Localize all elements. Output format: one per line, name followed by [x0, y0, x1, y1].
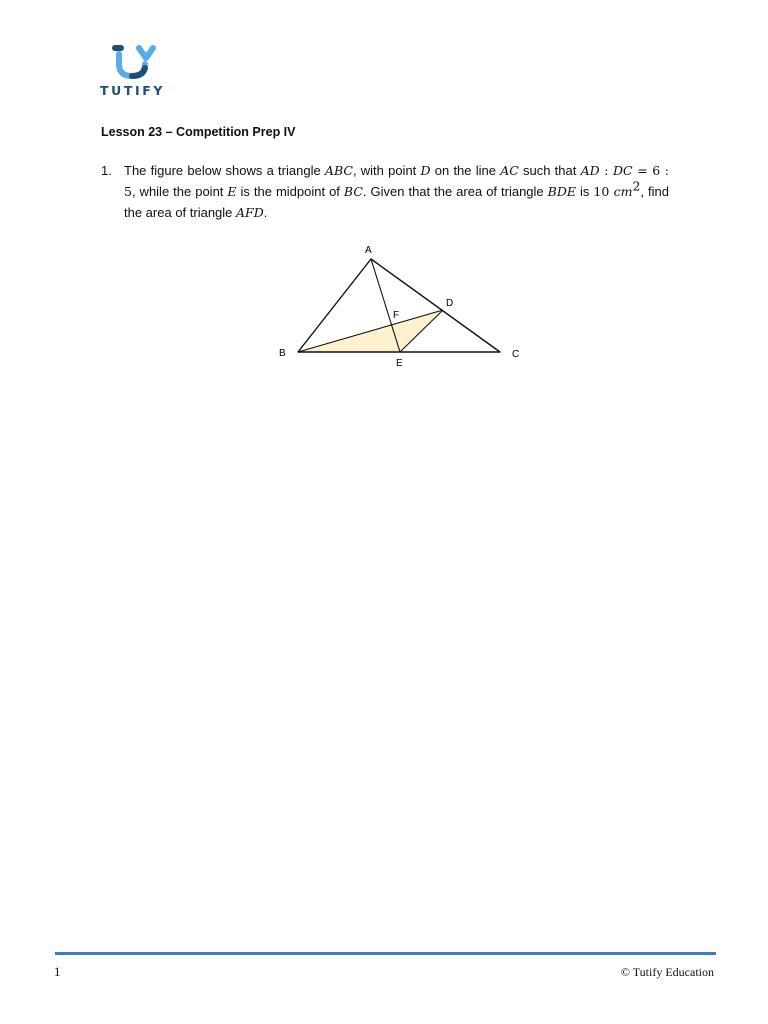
brand-name: TUTIFY: [100, 83, 166, 98]
math-segment-bc: BC: [343, 184, 363, 199]
page-number: 1: [54, 964, 61, 979]
question-number: 1.: [101, 163, 112, 178]
math-area-unit: cm: [613, 184, 633, 199]
question-1: [101, 160, 669, 223]
question-text-segment: .: [263, 205, 268, 220]
question-text-segment: , with point: [352, 163, 421, 178]
tutify-logo: [100, 42, 172, 98]
footer-divider: [55, 952, 716, 955]
label-f: F: [393, 310, 400, 321]
question-text-segment: is: [576, 184, 594, 199]
question-text-segment: such that: [518, 163, 581, 178]
math-area-value: 10: [593, 184, 614, 199]
question-text-segment: , while the point: [131, 184, 228, 199]
math-ratio-value: = 6 : 5: [124, 163, 669, 199]
triangle-diagram: [270, 238, 530, 373]
math-ratio-dc: DC: [613, 163, 633, 178]
math-triangle-afd: AFD: [236, 205, 264, 220]
question-text-segment: , find the area of triangle: [124, 184, 670, 220]
math-triangle-abc: ABC: [324, 163, 353, 178]
label-e: E: [396, 358, 403, 369]
question-text-segment: on the line: [430, 163, 501, 178]
math-ratio-ad: AD: [580, 163, 600, 178]
copyright-notice: © Tutify Education: [620, 965, 714, 979]
math-triangle-bde: BDE: [547, 184, 576, 199]
math-point-d: D: [420, 163, 431, 178]
math-area-power: 2: [632, 178, 641, 194]
lesson-title: Lesson 23 – Competition Prep IV: [101, 125, 296, 139]
question-text-segment: . Given that the area of triangle: [362, 184, 548, 199]
math-line-ac: AC: [500, 163, 519, 178]
label-b: B: [279, 348, 286, 359]
label-d: D: [446, 298, 454, 309]
question-text-segment: is the midpoint of: [236, 184, 344, 199]
question-text-segment: The figure below shows a triangle: [124, 163, 325, 178]
triangle-figure: [270, 238, 530, 373]
question-text: [124, 160, 669, 223]
label-a: A: [365, 245, 372, 256]
label-c: C: [512, 349, 520, 360]
tutify-logo-icon: [110, 42, 156, 80]
math-ratio-colon: :: [599, 163, 614, 178]
math-point-e: E: [227, 184, 237, 199]
